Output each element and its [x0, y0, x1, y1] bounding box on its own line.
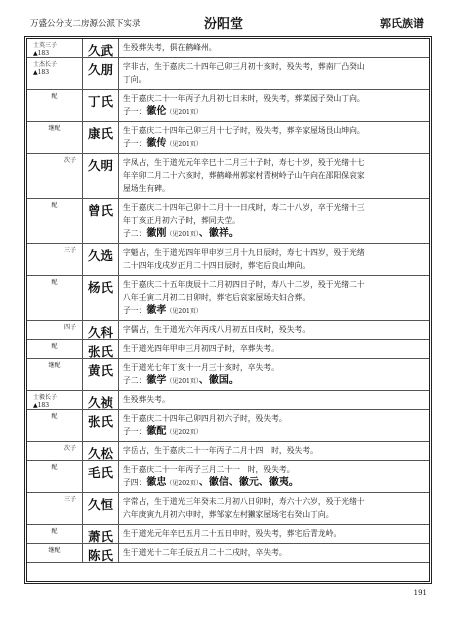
biography-cell	[119, 154, 429, 198]
relation-label: 三子	[63, 247, 76, 254]
person-row	[27, 122, 429, 154]
person-name: 康氏	[87, 126, 113, 141]
children-prefix: 子二：	[123, 229, 147, 238]
name-cell	[83, 410, 119, 441]
relation-label: 继配	[48, 125, 61, 132]
biography-cell	[119, 58, 429, 89]
children-line	[123, 476, 423, 490]
biography-cell	[119, 359, 429, 390]
name-cell	[83, 90, 119, 121]
person-row	[27, 154, 429, 199]
relation-cell	[27, 276, 83, 320]
children-line	[123, 304, 423, 318]
name-cell	[83, 461, 119, 492]
name-cell	[83, 340, 119, 358]
child-name: 徽学	[146, 375, 167, 386]
children-line	[123, 227, 423, 241]
name-cell	[83, 321, 119, 339]
person-row	[27, 199, 429, 244]
relation-label: 次子	[63, 445, 76, 452]
person-name: 曾氏	[87, 203, 113, 218]
genealogy-table	[24, 36, 432, 584]
person-name: 张氏	[87, 414, 113, 429]
relation-label: 配	[51, 413, 58, 420]
name-cell	[83, 276, 119, 320]
biography-line: 生于道光七年丁亥十一月三十亥时，卒失考。	[123, 363, 279, 372]
person-name: 久选	[87, 248, 113, 263]
header-book-title: 郭氏族谱	[380, 17, 424, 30]
name-cell	[83, 199, 119, 243]
children-line	[123, 374, 423, 388]
biography-line: 生于道光元年辛巳五月二十五日申时，殁失考，葬宅后青龙岭。	[123, 529, 342, 538]
biography-cell	[119, 122, 429, 153]
name-cell	[83, 244, 119, 275]
biography-cell	[119, 340, 429, 358]
relation-cell	[27, 199, 83, 243]
relation-label: 士英三子 ▲183	[33, 42, 58, 57]
page-reference: （见202页）	[166, 429, 202, 436]
other-children: 、徽祥。	[198, 228, 239, 239]
relation-label: 配	[51, 464, 58, 471]
biography-cell	[119, 493, 429, 524]
biography-line: 年丁亥正月初六子时，葬同夫茔。	[123, 216, 240, 225]
relation-cell	[27, 340, 83, 358]
biography-cell	[119, 410, 429, 441]
biography-line: 生于嘉庆二十四年己卯十二月十一日戌时，寿二十八岁，卒于光绪十三	[123, 203, 365, 212]
relation-cell	[27, 122, 83, 153]
children-line	[123, 425, 423, 439]
person-row	[27, 90, 429, 122]
biography-line: 生于嘉庆二十五年庚辰十二月初四日子时，寿八十二岁，殁于光绪二十	[123, 280, 365, 289]
biography-line: 字岳占，生于嘉庆二十一年丙子二月十四 时，殁失考。	[123, 446, 318, 455]
children-prefix: 子一：	[123, 139, 147, 148]
biography-cell	[119, 544, 429, 562]
header-hall-name: 汾阳堂	[204, 17, 244, 32]
relation-label: 士毅长子 ▲183	[33, 394, 58, 409]
biography-line: 年辛卯二月二十六亥时，葬鹤峰州郭家村青树岭子山午向在邵阳保哀家	[123, 171, 365, 180]
person-name: 久恒	[87, 497, 113, 512]
biography-cell	[119, 525, 429, 543]
name-cell	[83, 525, 119, 543]
person-name: 毛氏	[87, 465, 113, 480]
relation-label: 次子	[63, 157, 76, 164]
biography-line: 六年庚寅九月初六申时，葬邹家左村獭家屋场宅右癸山丁向。	[123, 510, 334, 519]
relation-cell	[27, 525, 83, 543]
biography-line: 生殁葬失考。	[123, 395, 170, 404]
person-row	[27, 321, 429, 340]
relation-cell	[27, 461, 83, 492]
name-cell	[83, 493, 119, 524]
person-name: 久祯	[87, 395, 113, 410]
page-reference: （见201页）	[166, 378, 199, 385]
person-row	[27, 58, 429, 90]
person-name: 黄氏	[87, 363, 113, 378]
biography-cell	[119, 442, 429, 460]
person-row	[27, 276, 429, 321]
relation-label: 配	[51, 93, 58, 100]
biography-line: 字常占，生于道光三年癸未二月初八日卯时，寿六十六岁，殁于光绪十	[123, 497, 365, 506]
name-cell	[83, 442, 119, 460]
biography-cell	[119, 199, 429, 243]
biography-line: 生殁葬失考，俱在鹤峰州。	[123, 43, 217, 52]
biography-line: 丁向。	[123, 75, 147, 84]
relation-cell	[27, 359, 83, 390]
relation-cell	[27, 410, 83, 441]
child-name: 徽传	[146, 138, 167, 149]
relation-cell	[27, 39, 83, 57]
children-line	[123, 137, 423, 151]
biography-cell	[119, 391, 429, 409]
name-cell	[83, 544, 119, 562]
other-children: 、徽国。	[198, 375, 239, 386]
biography-line: 生于道光十二年壬辰五月二十二戌时，卒失考。	[123, 548, 287, 557]
name-cell	[83, 39, 119, 57]
children-prefix: 子二：	[123, 376, 147, 385]
relation-label: 士杰长子 ▲183	[33, 61, 58, 76]
person-name: 久松	[87, 446, 113, 461]
biography-cell	[119, 461, 429, 492]
biography-line: 字儒占，生于道光六年丙戌八月初五日戌时，殁失考。	[123, 325, 311, 334]
biography-cell	[119, 39, 429, 57]
person-row	[27, 525, 429, 544]
biography-line: 生于嘉庆二十一年丙子九月初七日未时，殁失考，葬菜园子癸山丁向。	[123, 94, 365, 103]
page-reference: （见201页）	[166, 231, 199, 238]
person-name: 杨氏	[87, 280, 113, 295]
biography-cell	[119, 244, 429, 275]
person-name: 久朋	[87, 62, 113, 77]
name-cell	[83, 58, 119, 89]
relation-cell	[27, 244, 83, 275]
page-reference: （见201页）	[166, 308, 202, 315]
header-lineage: 万盛公分支二房源公派下实录	[30, 19, 141, 29]
relation-label: 继配	[48, 362, 61, 369]
person-name: 陈氏	[87, 548, 113, 563]
relation-cell	[27, 493, 83, 524]
person-name: 久武	[87, 43, 113, 58]
person-row	[27, 461, 429, 493]
person-row	[27, 359, 429, 391]
person-name: 萧氏	[87, 529, 113, 544]
person-row	[27, 39, 429, 58]
person-name: 久明	[87, 158, 113, 173]
person-name: 张氏	[87, 344, 113, 359]
relation-cell	[27, 154, 83, 198]
biography-line: 屋场生有碑。	[123, 184, 170, 193]
other-children: 、徽信、徽元、徽夷。	[198, 477, 299, 488]
name-cell	[83, 391, 119, 409]
relation-label: 配	[51, 202, 58, 209]
person-row	[27, 340, 429, 359]
relation-label: 四子	[63, 324, 76, 331]
biography-line: 字魁占，生于道光四年甲申岁三月十九日辰时，寿七十四岁，殁于光绪	[123, 248, 365, 257]
child-name: 徽配	[146, 426, 167, 437]
biography-line: 二十四年戊戌岁正月二十四日辰时，葬宅后良山坤向。	[123, 261, 311, 270]
person-row	[27, 410, 429, 442]
child-name: 徽刚	[146, 228, 167, 239]
relation-cell	[27, 90, 83, 121]
child-name: 徽孝	[146, 305, 167, 316]
name-cell	[83, 359, 119, 390]
biography-line: 字凤占，生于道光元年辛巳十二月三十子时，寿七十岁，殁于光绪十七	[123, 158, 365, 167]
genealogy-rows	[27, 39, 429, 581]
person-row	[27, 442, 429, 461]
relation-label: 配	[51, 279, 58, 286]
relation-cell	[27, 544, 83, 562]
person-row	[27, 493, 429, 525]
person-row	[27, 544, 429, 563]
page-header	[24, 14, 432, 34]
biography-cell	[119, 321, 429, 339]
person-row	[27, 391, 429, 410]
biography-line: 八年壬寅二月初二日卯时，葬宅后哀家屋场夫妇合葬。	[123, 293, 311, 302]
relation-cell	[27, 321, 83, 339]
relation-cell	[27, 391, 83, 409]
biography-cell	[119, 276, 429, 320]
children-prefix: 子四：	[123, 478, 147, 487]
child-name: 徽忠	[146, 477, 167, 488]
relation-label: 配	[51, 343, 58, 350]
biography-line: 生于道光四年甲申三月初四子时，卒葬失考。	[123, 344, 279, 353]
relation-cell	[27, 442, 83, 460]
relation-label: 继配	[48, 547, 61, 554]
children-prefix: 子一：	[123, 427, 147, 436]
page-reference: （见202页）	[166, 480, 199, 487]
children-line	[123, 105, 423, 119]
relation-cell	[27, 58, 83, 89]
biography-line: 生于嘉庆二十四年己卯四月初六子时，殁失考。	[123, 414, 287, 423]
relation-label: 三子	[63, 496, 76, 503]
biography-cell	[119, 90, 429, 121]
person-row	[27, 244, 429, 276]
children-prefix: 子一：	[123, 107, 147, 116]
person-name: 久科	[87, 325, 113, 340]
relation-label: 配	[51, 528, 58, 535]
biography-line: 生于嘉庆二十四年己卯三月十七子时，殁失考，葬辛家屋场艮山坤向。	[123, 126, 365, 135]
child-name: 徽伦	[146, 106, 167, 117]
person-name: 丁氏	[87, 94, 113, 109]
children-prefix: 子一：	[123, 306, 147, 315]
biography-line: 生于嘉庆二十一年丙子三月二十一 时，殁失考。	[123, 465, 295, 474]
name-cell	[83, 154, 119, 198]
page-reference: （见201页）	[166, 109, 202, 116]
page-reference: （见201页）	[166, 141, 202, 148]
page-number: 191	[413, 589, 427, 597]
biography-line: 字非古，生于嘉庆二十四年己卯三月初十亥时，殁失考，葬南厂凸癸山	[123, 62, 365, 71]
name-cell	[83, 122, 119, 153]
